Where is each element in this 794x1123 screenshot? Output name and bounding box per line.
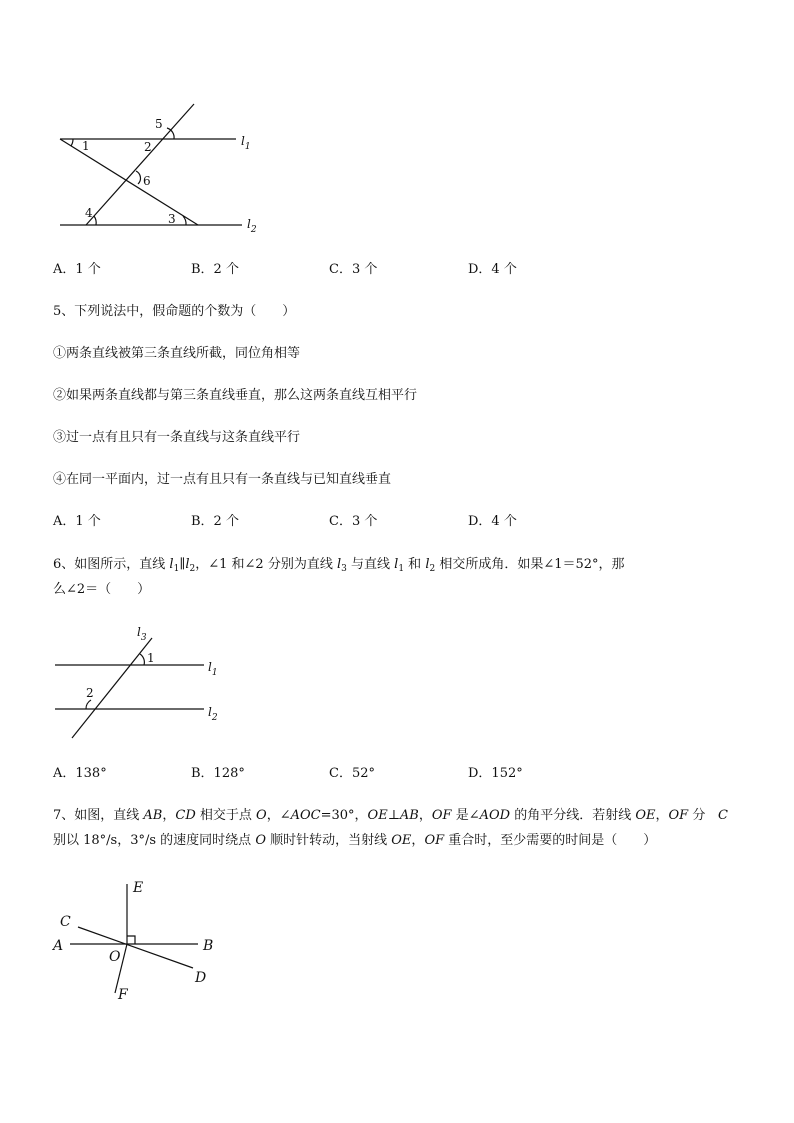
q5-option-c[interactable]: C．3 个 <box>329 514 378 529</box>
q7-label-A: A <box>53 938 64 954</box>
q7-margin-letter: C <box>718 808 728 823</box>
q7-stem-line1: 7、如图，直线 AB，CD 相交于点 O，∠AOC=30°，OE⊥AB，OF 是∠AOD 的角平分线．若射线 OE，OF 分 <box>53 808 706 823</box>
q7-label-D: D <box>195 970 207 986</box>
q5-statement-1: ①两条直线被第三条直线所截，同位角相等 <box>53 346 301 361</box>
q5-option-a[interactable]: A．1 个 <box>53 514 101 529</box>
q7-label-C: C <box>60 914 71 930</box>
q6-option-d[interactable]: D．152° <box>468 766 523 781</box>
q5-option-d[interactable]: D．4 个 <box>468 514 517 529</box>
q6-stem-line2: 么∠2＝（ ） <box>53 582 151 597</box>
q6-label-l1: $l_1$ <box>208 660 218 678</box>
q5-statement-4: ④在同一平面内，过一点有且只有一条直线与已知直线垂直 <box>53 472 392 487</box>
q5-stem: 5、下列说法中，假命题的个数为（ ） <box>53 304 296 319</box>
q7-line-CD <box>78 927 193 968</box>
q5-statement-3: ③过一点有且只有一条直线与这条直线平行 <box>53 430 301 445</box>
label-angle-5: 5 <box>155 117 163 131</box>
q4-option-d[interactable]: D．4 个 <box>468 262 517 277</box>
q4-option-b[interactable]: B．2 个 <box>191 262 239 277</box>
q6-label-angle-2: 2 <box>86 686 94 700</box>
q6-label-l3: $l_3$ <box>137 625 147 643</box>
q6-stem-line1: 6、如图所示，直线 $l_1\parallel l_2$，∠1 和∠2 分别为直线 $l_3$ 与直线 $l_1$ 和 $l_2$ 相交所成角．如果∠1＝52°，那 <box>53 557 625 574</box>
label-line-l2: $l_2$ <box>247 217 257 235</box>
q7-right-angle-mark <box>127 936 135 944</box>
q6-label-l2: $l_2$ <box>208 705 218 723</box>
q7-label-B: B <box>203 938 214 954</box>
q6-option-c[interactable]: C．52° <box>329 766 375 781</box>
q7-stem-line2: 别以 18°/s，3°/s 的速度同时绕点 O 顺时针转动，当射线 OE，OF 重合时，至少需要的时间是（ ） <box>53 833 657 848</box>
label-angle-3: 3 <box>168 212 176 226</box>
label-angle-4: 4 <box>85 206 93 220</box>
q4-option-c[interactable]: C．3 个 <box>329 262 378 277</box>
q7-label-O: O <box>109 949 121 965</box>
label-angle-6: 6 <box>143 174 151 188</box>
q5-option-b[interactable]: B．2 个 <box>191 514 239 529</box>
q6-option-b[interactable]: B．128° <box>191 766 245 781</box>
q6-label-angle-1: 1 <box>147 651 155 665</box>
q7-label-F: F <box>118 987 128 1003</box>
q6-option-a[interactable]: A．138° <box>53 766 107 781</box>
q5-statement-2: ②如果两条直线都与第三条直线垂直，那么这两条直线互相平行 <box>53 388 418 403</box>
q4-option-a[interactable]: A．1 个 <box>53 262 101 277</box>
q7-label-E: E <box>133 880 144 896</box>
label-angle-1: 1 <box>82 139 90 153</box>
label-angle-2: 2 <box>144 140 152 154</box>
label-line-l1: $l_1$ <box>241 134 251 152</box>
